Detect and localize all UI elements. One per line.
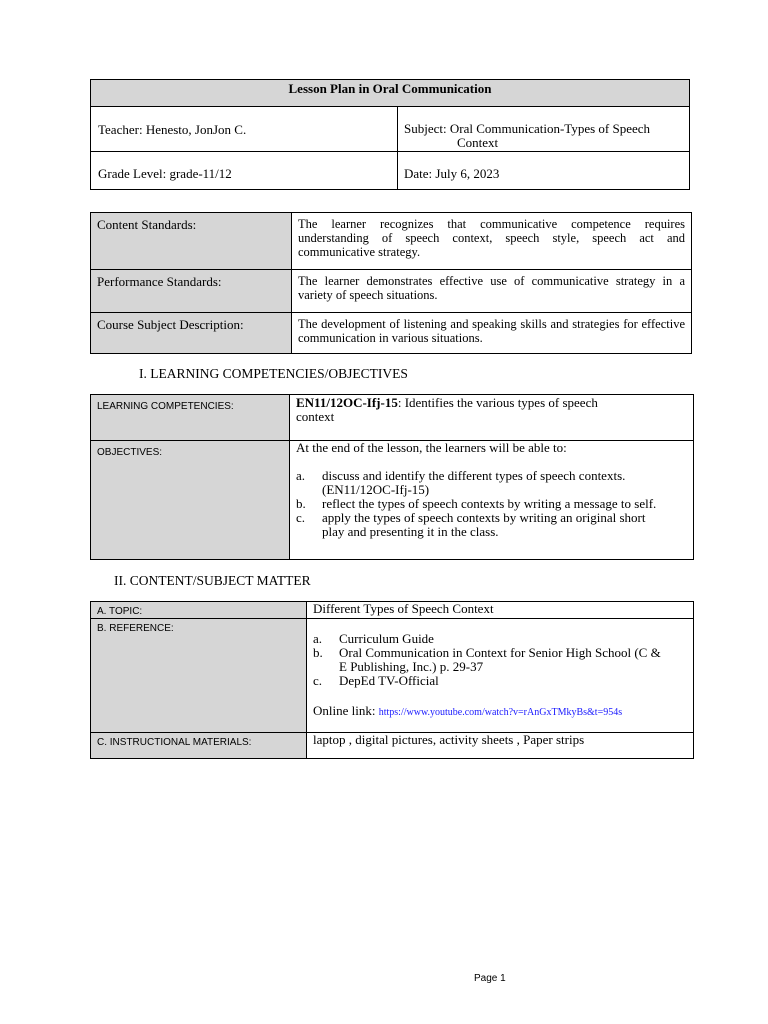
objectives-cell bbox=[290, 441, 694, 560]
course-description-label-cell bbox=[91, 313, 292, 354]
competencies-table bbox=[90, 394, 694, 560]
competencies-label: LEARNING COMPETENCIES: bbox=[97, 401, 234, 412]
grade-label: Grade Level: bbox=[98, 166, 167, 181]
reference-list bbox=[313, 632, 687, 688]
standards-table bbox=[90, 212, 692, 354]
objective-item: c. apply the types of speech contexts by writing an original short play and presenting it in the class. bbox=[296, 510, 646, 539]
online-link-row bbox=[313, 704, 687, 720]
objective-item: a. discuss and identify the different types of speech contexts. (EN11/12OC-Ifj-15) bbox=[296, 468, 626, 497]
content-standards-label-cell bbox=[91, 213, 292, 270]
reference-label-cell bbox=[91, 619, 307, 733]
topic-label: A. TOPIC: bbox=[97, 606, 143, 617]
online-link-label: Online link: bbox=[313, 703, 376, 718]
date-value: July 6, 2023 bbox=[435, 166, 500, 181]
teacher-label: Teacher: bbox=[98, 122, 143, 137]
subject-cell bbox=[398, 107, 690, 152]
performance-standards-text-cell bbox=[292, 270, 692, 313]
page-number: Page 1 bbox=[474, 973, 506, 984]
date-cell bbox=[398, 152, 690, 190]
performance-standards-label-cell bbox=[91, 270, 292, 313]
lesson-title-cell bbox=[91, 80, 690, 107]
topic-value-cell bbox=[307, 602, 694, 619]
online-link[interactable]: https://www.youtube.com/watch?v=rAnGxTMkyBs&t=954s bbox=[378, 707, 623, 718]
objectives-label: OBJECTIVES: bbox=[97, 447, 163, 458]
materials-label-cell bbox=[91, 733, 307, 759]
reference-item: a. Curriculum Guide bbox=[313, 631, 434, 646]
content-standards-text: The learner recognizes that communicative competence requires understanding of speech context, speech style, speech act and communicative strategy. bbox=[298, 217, 685, 259]
materials-label: C. INSTRUCTIONAL MATERIALS: bbox=[97, 737, 252, 748]
subject-value-line2: Context bbox=[457, 135, 499, 150]
objectives-intro: At the end of the lesson, the learners will be able to: bbox=[296, 440, 567, 455]
reference-cell bbox=[307, 619, 694, 733]
date-label: Date: bbox=[404, 166, 433, 181]
lesson-header-table bbox=[90, 79, 690, 190]
lesson-title: Lesson Plan in Oral Communication bbox=[288, 81, 492, 96]
performance-standards-label: Performance Standards: bbox=[97, 274, 222, 289]
competency-code: EN11/12OC-Ifj-15 bbox=[296, 395, 398, 410]
objective-item: b. reflect the types of speech contexts by writing a message to self. bbox=[296, 496, 657, 511]
reference-item: c. DepEd TV-Official bbox=[313, 673, 439, 688]
topic-label-cell bbox=[91, 602, 307, 619]
competency-text: : Identifies the various types of speech bbox=[397, 395, 598, 410]
teacher-cell bbox=[91, 107, 398, 152]
materials-value-cell bbox=[307, 733, 694, 759]
materials-value: laptop , digital pictures, activity sheets , Paper strips bbox=[313, 732, 585, 747]
reference-label: B. REFERENCE: bbox=[97, 623, 174, 634]
content-standards-label: Content Standards: bbox=[97, 217, 197, 232]
section-1-heading: I. LEARNING COMPETENCIES/OBJECTIVES bbox=[139, 366, 408, 381]
competencies-label-cell bbox=[91, 395, 290, 441]
course-description-text: The development of listening and speaking skills and strategies for effective communication in various situations. bbox=[298, 317, 685, 345]
content-table bbox=[90, 601, 694, 759]
competencies-text-cell bbox=[290, 395, 694, 441]
course-description-label: Course Subject Description: bbox=[97, 317, 244, 332]
competency-text-line2: context bbox=[296, 409, 335, 424]
objectives-label-cell bbox=[91, 441, 290, 560]
reference-item: b. Oral Communication in Context for Senior High School (C & E Publishing, Inc.) p. 29-37 bbox=[313, 645, 661, 674]
subject-value: Oral Communication-Types of Speech bbox=[449, 121, 651, 136]
objectives-list bbox=[296, 469, 687, 539]
grade-cell bbox=[91, 152, 398, 190]
grade-value: grade-11/12 bbox=[169, 166, 232, 181]
content-standards-text-cell bbox=[292, 213, 692, 270]
section-2-heading: II. CONTENT/SUBJECT MATTER bbox=[114, 573, 311, 588]
topic-value: Different Types of Speech Context bbox=[313, 601, 494, 616]
teacher-value: Henesto, JonJon C. bbox=[145, 122, 247, 137]
performance-standards-text: The learner demonstrates effective use of communicative strategy in a variety of speech situations. bbox=[298, 274, 685, 302]
course-description-text-cell bbox=[292, 313, 692, 354]
subject-label: Subject: bbox=[404, 121, 447, 136]
